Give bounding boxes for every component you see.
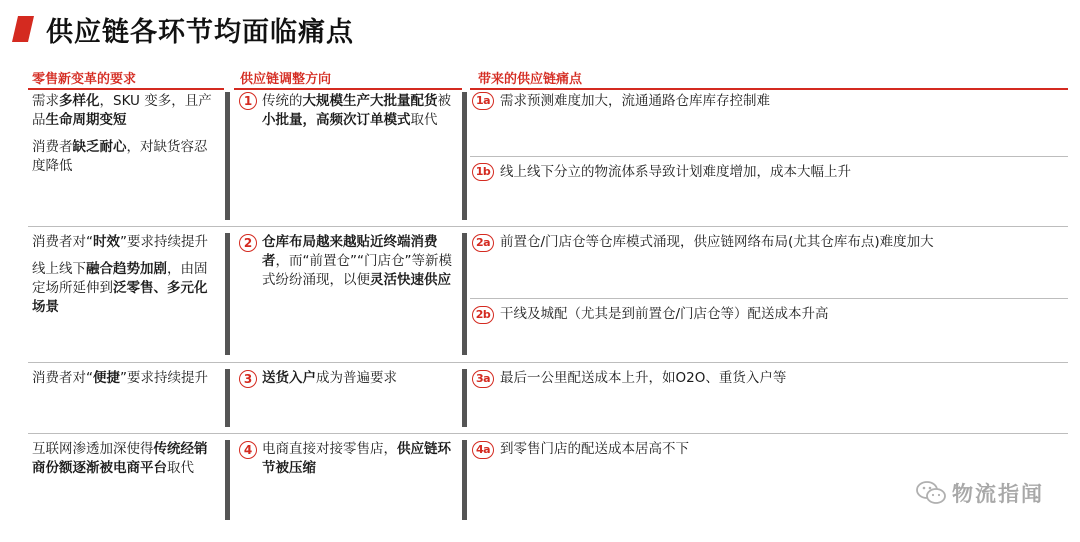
direction-cell: 送货入户成为普遍要求	[262, 370, 397, 386]
painpoint-text: 干线及城配（尤其是到前置仓/门店仓等）配送成本升高	[500, 306, 829, 322]
page-title: 供应链各环节均面临痛点	[46, 17, 354, 48]
requirement-cell: 互联网渗透加深使得传统经销商份额逐渐被电商平台取代	[32, 441, 208, 476]
row-divider-bar	[225, 92, 230, 220]
painpoint-separator	[470, 298, 1068, 299]
direction-number-badge: 3	[239, 370, 257, 388]
direction-cell: 电商直接对接零售店，供应链环节被压缩	[262, 441, 451, 476]
direction-number-badge: 4	[239, 441, 257, 459]
row-divider-bar	[462, 440, 467, 520]
requirement-cell: 消费者对“便捷”要求持续提升	[32, 370, 208, 386]
title-accent-icon	[12, 16, 34, 42]
painpoint-text: 最后一公里配送成本上升，如O2O、重货入户等	[500, 370, 787, 386]
watermark-text: 物流指闻	[952, 482, 1044, 506]
painpoint-text: 需求预测难度加大，流通通路仓库库存控制难	[500, 93, 770, 109]
painpoint-tag-badge: 1b	[472, 163, 494, 181]
header-underline	[234, 88, 462, 90]
requirement-cell: 消费者对“时效”要求持续提升 线上线下融合趋势加剧，由固定场所延伸到泛零售、多元化场景	[32, 234, 208, 315]
painpoint-tag-badge: 3a	[472, 370, 494, 388]
direction-cell: 传统的大规模生产大批量配货被小批量，高频次订单模式取代	[262, 93, 451, 128]
row-divider-bar	[462, 233, 467, 355]
painpoint-text: 前置仓/门店仓等仓库模式涌现，供应链网络布局(尤其仓库布点)难度加大	[500, 234, 934, 250]
header-underline	[28, 88, 224, 90]
direction-number-badge: 1	[239, 92, 257, 110]
row-divider-bar	[225, 369, 230, 427]
painpoint-tag-badge: 2a	[472, 234, 494, 252]
wechat-icon	[916, 480, 946, 506]
header-requirements: 零售新变革的要求	[32, 72, 137, 87]
header-painpoints: 带来的供应链痛点	[478, 72, 583, 87]
painpoint-separator	[470, 156, 1068, 157]
watermark	[916, 478, 1044, 508]
direction-number-badge: 2	[239, 234, 257, 252]
row-divider-bar	[462, 92, 467, 220]
row-separator	[28, 362, 1068, 363]
painpoint-tag-badge: 1a	[472, 92, 494, 110]
header-underline	[470, 88, 1068, 90]
row-separator	[28, 433, 1068, 434]
painpoint-text: 到零售门店的配送成本居高不下	[500, 441, 689, 457]
row-divider-bar	[225, 440, 230, 520]
requirement-cell: 需求多样化，SKU 变多，且产品生命周期变短 消费者缺乏耐心，对缺货容忍度降低	[32, 93, 212, 174]
painpoint-tag-badge: 2b	[472, 306, 494, 324]
painpoint-text: 线上线下分立的物流体系导致计划难度增加，成本大幅上升	[500, 164, 851, 180]
row-divider-bar	[225, 233, 230, 355]
painpoint-tag-badge: 4a	[472, 441, 494, 459]
direction-cell: 仓库布局越来越贴近终端消费者，而“前置仓”“门店仓”等新模式纷纷涌现，以便灵活快速供应	[262, 234, 452, 288]
header-direction: 供应链调整方向	[240, 72, 332, 87]
row-divider-bar	[462, 369, 467, 427]
row-separator	[28, 226, 1068, 227]
